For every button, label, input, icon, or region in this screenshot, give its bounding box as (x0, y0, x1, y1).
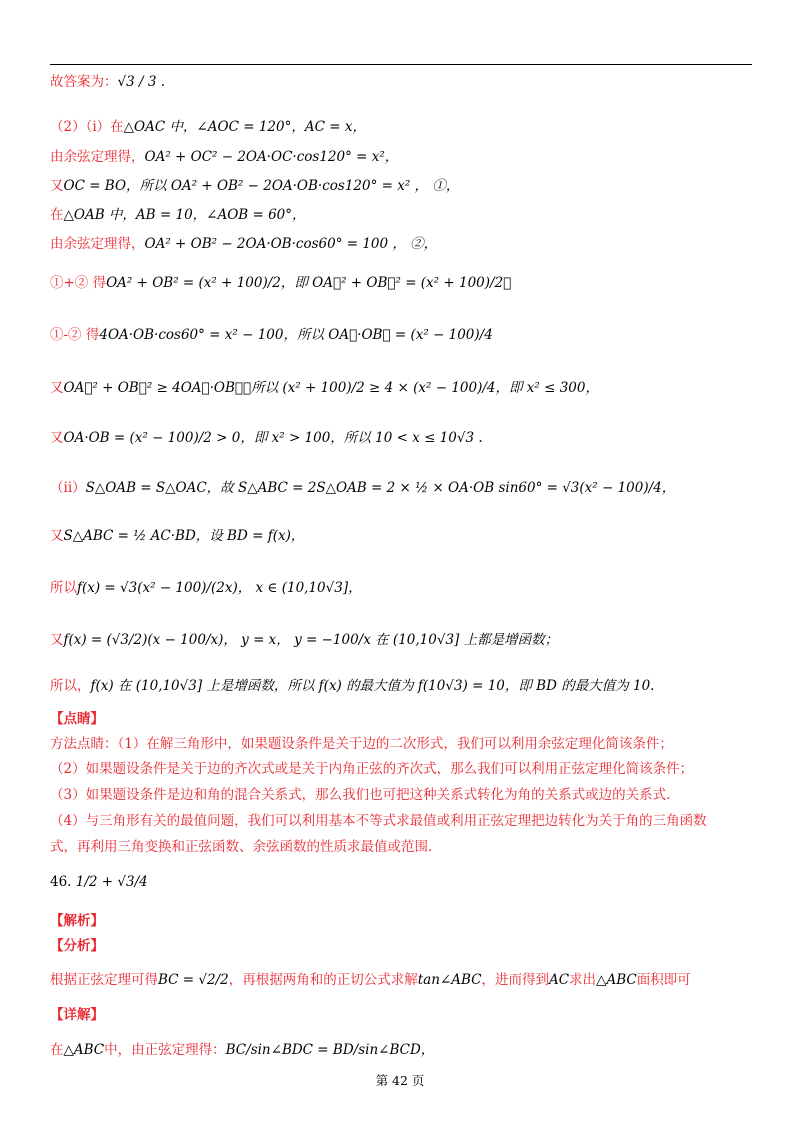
solution-line: 又OC = BO，所以 OA² + OB² − 2OA·OB·cos120° = x² ， ①， (50, 178, 460, 194)
solution-line: 又S△ABC = ½ AC·BD，设 BD = f(x)， (50, 528, 305, 544)
fenxi-text: 根据正弦定理可得BC = √2/2，再根据两角和的正切公式求解tan∠ABC，进而得到AC求出△ABC面积即可 (50, 972, 691, 988)
tip-item: （2）如果题设条件是关于边的齐次式或是关于内角正弦的齐次式，那么我们可以利用正弦定理化简该条件； (50, 761, 694, 777)
detail-heading: 【详解】 (50, 1007, 104, 1023)
question-number: 46. (50, 874, 72, 890)
question-46 (50, 872, 760, 892)
header-rule (50, 64, 752, 65)
solution-line: ①+② 得OA² + OB² = (x² + 100)/2，即 OA⃗² + OB⃗² = (x² + 100)/2， (50, 275, 512, 291)
tip-item: （4）与三角形有关的最值问题，我们可以利用基本不等式求最值或利用正弦定理把边转化为关于角的三角函数 (50, 813, 707, 829)
solution-line: ①-② 得4OA·OB·cos60° = x² − 100，所以 OA⃗·OB⃗ = (x² − 100)/4 (50, 327, 493, 343)
tip-item: 式，再利用三角变换和正弦函数、余弦函数的性质求最值或范围. (50, 839, 433, 855)
solution-line: 又OA·OB = (x² − 100)/2 > 0，即 x² > 100，所以 10 < x ≤ 10√3 . (50, 430, 483, 446)
question-answer: 1/2 + √3/4 (75, 874, 148, 890)
analysis-heading: 【解析】 (50, 913, 104, 929)
solution-line: 由余弦定理得，OA² + OB² − 2OA·OB·cos60° = 100 ， ②， (50, 236, 438, 252)
answer-line: 故答案为：√3 / 3 . (50, 74, 165, 90)
page-number: 第 42 页 (375, 1073, 425, 1088)
detail-text: 在△ABC中，由正弦定理得：BC/sin∠BDC = BD/sin∠BCD， (50, 1042, 435, 1058)
solution-line: 由余弦定理得，OA² + OC² − 2OA·OC·cos120° = x²， (50, 149, 399, 165)
solution-line: 又OA⃗² + OB⃗² ≥ 4OA⃗·OB⃗，所以 (x² + 100)/2 ≥ 4 × (x² − 100)/4，即 x² ≤ 300， (50, 380, 599, 396)
solution-line: 又f(x) = (√3/2)(x − 100/x)， y = x， y = −100/x 在 (10,10√3] 上都是增函数； (50, 632, 559, 648)
solution-line: （2）（i）在△OAC 中，∠AOC = 120°，AC = x， (50, 119, 366, 135)
solution-line: （ii）S△OAB = S△OAC，故 S△ABC = 2S△OAB = 2 × ½ × OA·OB sin60° = √3(x² − 100)/4， (50, 480, 676, 496)
fenxi-heading: 【分析】 (50, 938, 104, 954)
tip-item: 方法点睛：（1）在解三角形中，如果题设条件是关于边的二次形式，我们可以利用余弦定理化简该条件； (50, 736, 673, 752)
tip-heading: 【点睛】 (50, 711, 104, 727)
tip-item: （3）如果题设条件是边和角的混合关系式，那么我们也可把这种关系式转化为角的关系式或边的关系式. (50, 787, 671, 803)
solution-line: 所以f(x) = √3(x² − 100)/(2x)， x ∈ (10,10√3]， (50, 580, 362, 596)
conclusion-line: 所以，f(x) 在 (10,10√3] 上是增函数，所以 f(x) 的最大值为 f(10√3) = 10，即 BD 的最大值为 10. (50, 678, 655, 694)
solution-line: 在△OAB 中，AB = 10，∠AOB = 60°， (50, 207, 306, 223)
